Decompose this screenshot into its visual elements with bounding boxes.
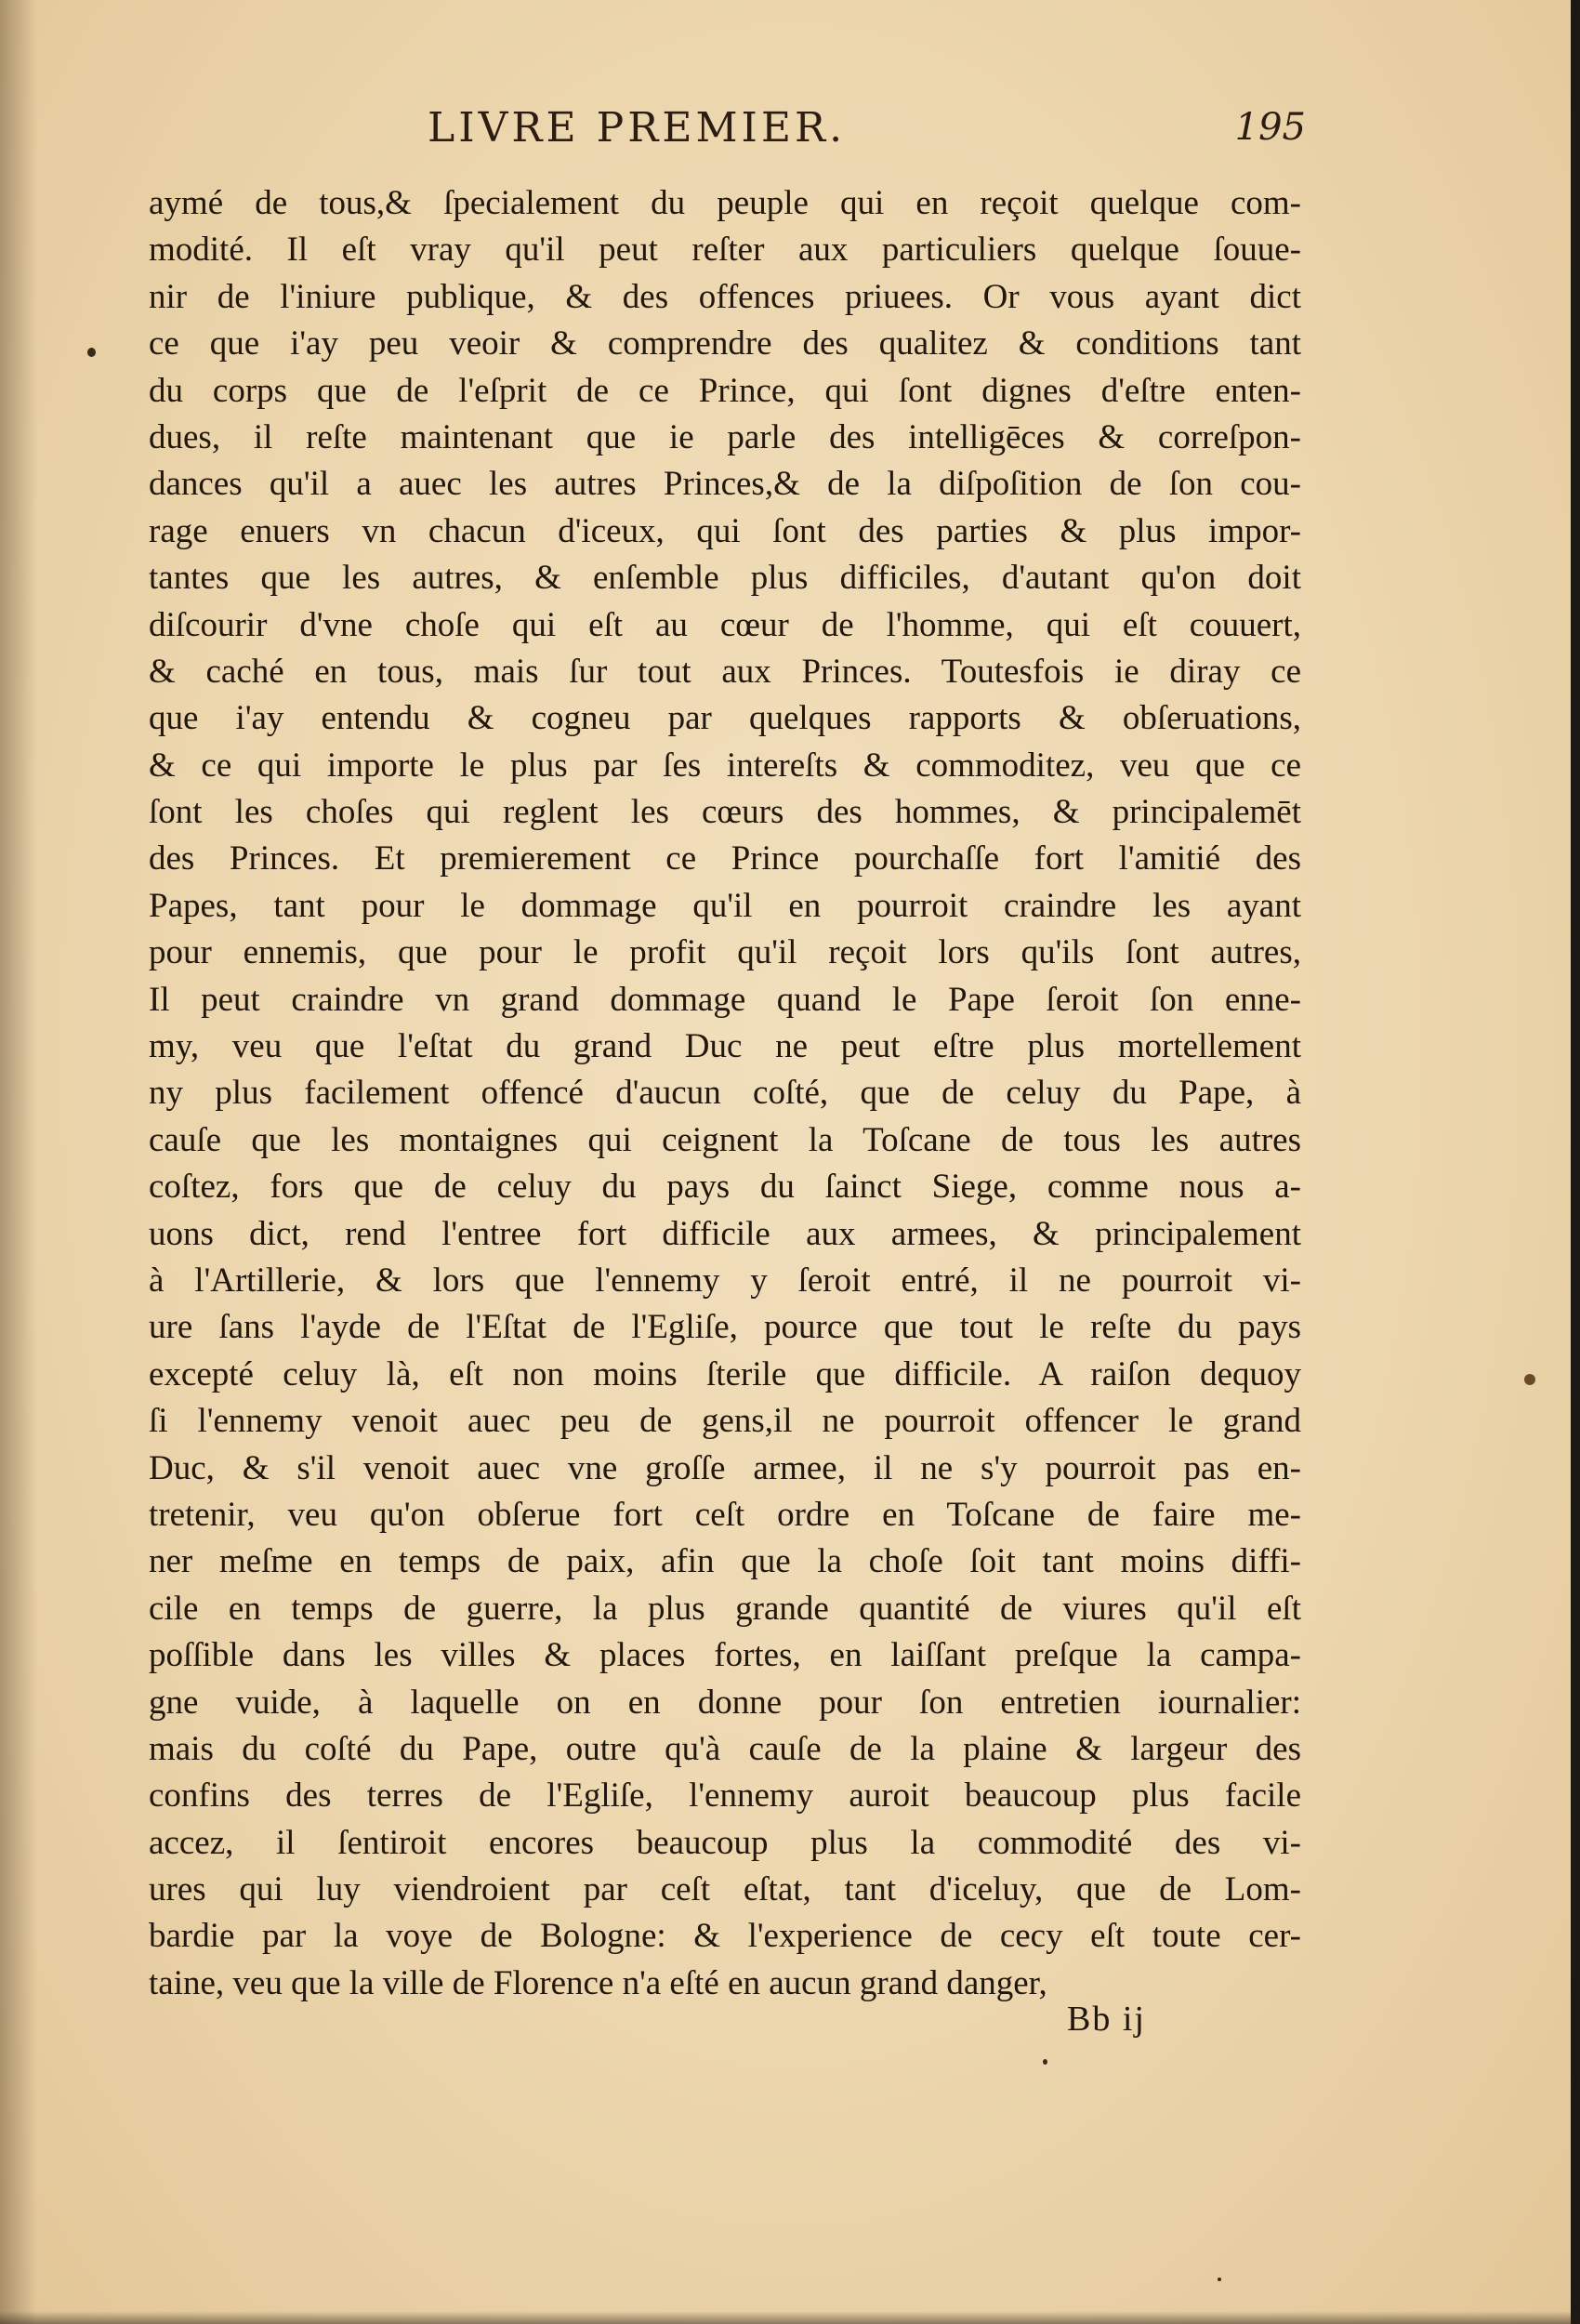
- page-header: [139, 104, 1306, 160]
- text-line: des Princes. Et premierement ce Prince pourchaſſe fort l'amitié des: [149, 839, 1301, 878]
- text-line: ſont les choſes qui reglent les cœurs des hommes, & principalemēt: [149, 793, 1301, 832]
- text-line: uons dict, rend l'entree fort difficile aux armees, & principalement: [149, 1214, 1301, 1253]
- body-text: [149, 180, 1301, 2007]
- text-line: cile en temps de guerre, la plus grande quantité de viures qu'il eſt: [149, 1589, 1301, 1628]
- text-line: excepté celuy là, eſt non moins ſterile que difficile. A raiſon dequoy: [149, 1354, 1301, 1393]
- text-line: Papes, tant pour le dommage qu'il en pourroit craindre les ayant: [149, 886, 1301, 925]
- text-line: mais du coſté du Pape, outre qu'à cauſe de la plaine & largeur des: [149, 1729, 1301, 1768]
- signature-mark: Bb ij: [1067, 2000, 1146, 2039]
- text-line: Il peut craindre vn grand dommage quand le Pape ſeroit ſon enne-: [149, 980, 1301, 1019]
- ink-speck: [1043, 2059, 1047, 2065]
- text-line: Duc, & s'il venoit auec vne groſſe armee, il ne s'y pourroit pas en-: [149, 1448, 1301, 1487]
- text-line: rage enuers vn chacun d'iceux, qui ſont des parties & plus impor-: [149, 511, 1301, 550]
- text-line: ce que i'ay peu veoir & comprendre des qualitez & conditions tant: [149, 324, 1301, 363]
- text-line: ny plus facilement offencé d'aucun coſté, que de celuy du Pape, à: [149, 1074, 1301, 1113]
- text-line: confins des terres de l'Egliſe, l'ennemy auroit beaucoup plus facile: [149, 1776, 1301, 1816]
- text-line: gne vuide, à laquelle on en donne pour ſon entretien iournalier:: [149, 1683, 1301, 1722]
- text-line: & caché en tous, mais ſur tout aux Princes. Toutesfois ie diray ce: [149, 652, 1301, 691]
- text-line: poſſible dans les villes & places fortes, en laiſſant preſque la campa-: [149, 1636, 1301, 1675]
- text-line: dues, il reſte maintenant que ie parle des intelligēces & correſpon-: [149, 417, 1301, 456]
- text-line: tretenir, veu qu'on obſerue fort ceſt ordre en Toſcane de faire me-: [149, 1495, 1301, 1534]
- text-line: dances qu'il a auec les autres Princes,& de la diſpoſition de ſon cou-: [149, 465, 1301, 504]
- text-line: à l'Artillerie, & lors que l'ennemy y ſeroit entré, il ne pourroit vi-: [149, 1261, 1301, 1300]
- text-line: coſtez, fors que de celuy du pays du ſainct Siege, comme nous a-: [149, 1168, 1301, 1207]
- text-line: pour ennemis, que pour le profit qu'il reçoit lors qu'ils ſont autres,: [149, 933, 1301, 972]
- page-edge: [1571, 0, 1580, 2324]
- page-number: 195: [1234, 106, 1306, 149]
- page-bottom-edge: [0, 2311, 1580, 2324]
- spine-shadow: [0, 0, 37, 2324]
- ink-speck: [87, 348, 96, 357]
- text-line: aymé de tous,& ſpecialement du peuple qui en reçoit quelque com-: [149, 184, 1301, 222]
- text-line: que i'ay entendu & cogneu par quelques rapports & obſeruations,: [149, 699, 1301, 738]
- text-line: accez, il ſentiroit encores beaucoup plus la commodité des vi-: [149, 1823, 1301, 1862]
- text-line: du corps que de l'eſprit de ce Prince, qui ſont dignes d'eſtre enten-: [149, 371, 1301, 410]
- text-line: modité. Il eſt vray qu'il peut reſter aux particuliers quelque ſouue-: [149, 231, 1301, 270]
- text-line: tantes que les autres, & enſemble plus difficiles, d'autant qu'on doit: [149, 559, 1301, 598]
- text-line: & ce qui importe le plus par ſes intereſts & commoditez, veu que ce: [149, 746, 1301, 785]
- ink-speck: [1524, 1374, 1535, 1385]
- running-title: LIVRE PREMIER.: [428, 104, 847, 152]
- text-line: ner meſme en temps de paix, afin que la choſe ſoit tant moins diffi-: [149, 1542, 1301, 1581]
- text-line: taine, veu que la ville de Florence n'a eſté en aucun grand danger,: [149, 1963, 1047, 2002]
- ink-speck: [1218, 2278, 1221, 2281]
- text-line: ure ſans l'ayde de l'Eſtat de l'Egliſe, pource que tout le reſte du pays: [149, 1308, 1301, 1347]
- text-line: my, veu que l'eſtat du grand Duc ne peut eſtre plus mortellement: [149, 1027, 1301, 1066]
- text-line: cauſe que les montaignes qui ceignent la Toſcane de tous les autres: [149, 1120, 1301, 1159]
- text-line: bardie par la voye de Bologne: & l'experience de cecy eſt toute cer-: [149, 1917, 1301, 1956]
- text-line: nir de l'iniure publique, & des offences priuees. Or vous ayant dict: [149, 277, 1301, 316]
- text-line: diſcourir d'vne choſe qui eſt au cœur de l'homme, qui eſt couuert,: [149, 605, 1301, 644]
- text-line: ures qui luy viendroient par ceſt eſtat, tant d'iceluy, que de Lom-: [149, 1870, 1301, 1909]
- text-line: ſi l'ennemy venoit auec peu de gens,il ne pourroit offencer le grand: [149, 1402, 1301, 1441]
